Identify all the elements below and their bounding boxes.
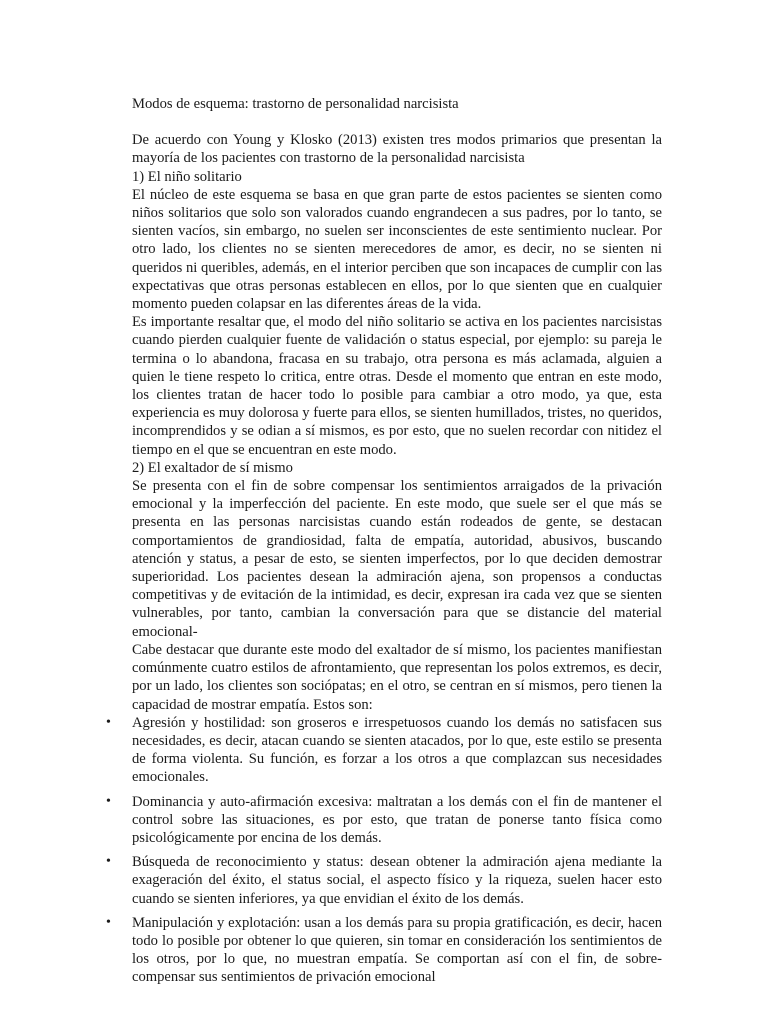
list-item-text: Manipulación y explotación: usan a los demás para su propia gratificación, es decir, hacen todo lo posible por obtener lo que quieren, sin tomar en consideración los sentimientos de los otros, por lo que, no muestran empatía. Se comportan así con el fin, de sobre-compensar sus sentimientos de privación emocional — [132, 914, 662, 986]
list-item — [106, 914, 662, 987]
intro-paragraph: De acuerdo con Young y Klosko (2013) existen tres modos primarios que presentan la mayoría de los pacientes con trastorno de la personalidad narcisista — [132, 132, 662, 167]
section-heading-exaltador: 2) El exaltador de sí mismo — [132, 459, 293, 476]
list-item-text: Búsqueda de reconocimiento y status: desean obtener la admiración ajena mediante la exageración del éxito, el status social, el aspecto físico y la riqueza, suelen hacer esto cuando se sienten inferiores, ya que envidian el éxito de los demás. — [132, 854, 662, 907]
list-item-text: Dominancia y auto-afirmación excesiva: maltratan a los demás con el fin de mantener el control sobre las situaciones, es por esto, que tratan de ponerse tanto física como psicológicamente por encina de los demás. — [132, 793, 662, 846]
body-paragraph: Se presenta con el fin de sobre compensar los sentimientos arraigados de la privación emocional y la imperfección del paciente. En este modo, que suele ser el que más se presenta en las personas narcisistas cuando están rodeados de gente, se destacan comportamientos de grandiosidad, falta de empatía, autoridad, abusivos, buscando atención y status, a pesar de esto, se sienten imperfectos, por lo que deciden demostrar superioridad. Los pacientes desean la admiración ajena, son propensos a conductas competitivas y de evitación de la intimidad, es decir, expresan ira cada vez que se sienten vulnerables, por tanto, cambian la conversación para que se distancie del material emocional- — [132, 478, 662, 640]
bullet-icon: • — [106, 914, 111, 930]
body-paragraph: El núcleo de este esquema se basa en que gran parte de estos pacientes se sienten como niños solitarios que solo son valorados cuando engrandecen a sus padres, por lo tanto, se sienten vacíos, sin embargo, no suelen ser inconscientes de este sentimiento nuclear. Por otro lado, los clientes no se sienten merecedores de amor, es decir, no se sienten ni queridos ni queribles, además, en el interior perciben que son incapaces de cumplir con las expectativas que otras personas establecen en ellos, por lo que sienten que en cualquier momento pueden colapsar en las diferentes áreas de la vida. — [132, 186, 662, 313]
coping-styles-list — [106, 714, 662, 987]
list-item-text: Agresión y hostilidad: son groseros e irrespetuosos cuando los demás no satisfacen sus necesidades, es decir, atacan cuando se sienten atacados, por lo que, este estilo se presenta de forma violenta. Su función, es forzar a los otros a que complazcan sus necesidades emocionales. — [132, 714, 662, 786]
body-paragraph: Cabe destacar que durante este modo del exaltador de sí mismo, los pacientes manifiestan comúnmente cuatro estilos de afrontamiento, que representan los polos extremos, es decir, por un lado, los clientes son sociópatas; en el otro, se centran en sí mismos, pero tienen la capacidad de mostrar empatía. Estos son: — [132, 641, 662, 713]
document-title: Modos de esquema: trastorno de personalidad narcisista — [132, 96, 459, 112]
list-item — [106, 853, 662, 908]
bullet-icon: • — [106, 714, 111, 730]
body-paragraph: Es importante resaltar que, el modo del niño solitario se activa en los pacientes narcisistas cuando pierden cualquier fuente de validación o status especial, por ejemplo: su pareja le termina o lo abandona, fracasa en su trabajo, otra persona es más aclamada, alguien a quien le tiene respeto lo critica, entre otras. Desde el momento que entran en este modo, los clientes tratan de hacer todo lo posible para cambiar a otro modo, ya que, esta experiencia es muy dolorosa y fuerte para ellos, se sienten humillados, tristes, no queridos, incomprendidos y se odian a sí mismos, es por esto, que no suelen recordar con nitidez el tiempo en el que se encuentran en este modo. — [132, 314, 662, 458]
document-page — [106, 95, 662, 993]
section-heading-nino-solitario: 1) El niño solitario — [132, 168, 242, 185]
list-item — [106, 714, 662, 787]
bullet-icon: • — [106, 854, 111, 870]
bullet-icon: • — [106, 793, 111, 809]
list-item — [106, 793, 662, 848]
